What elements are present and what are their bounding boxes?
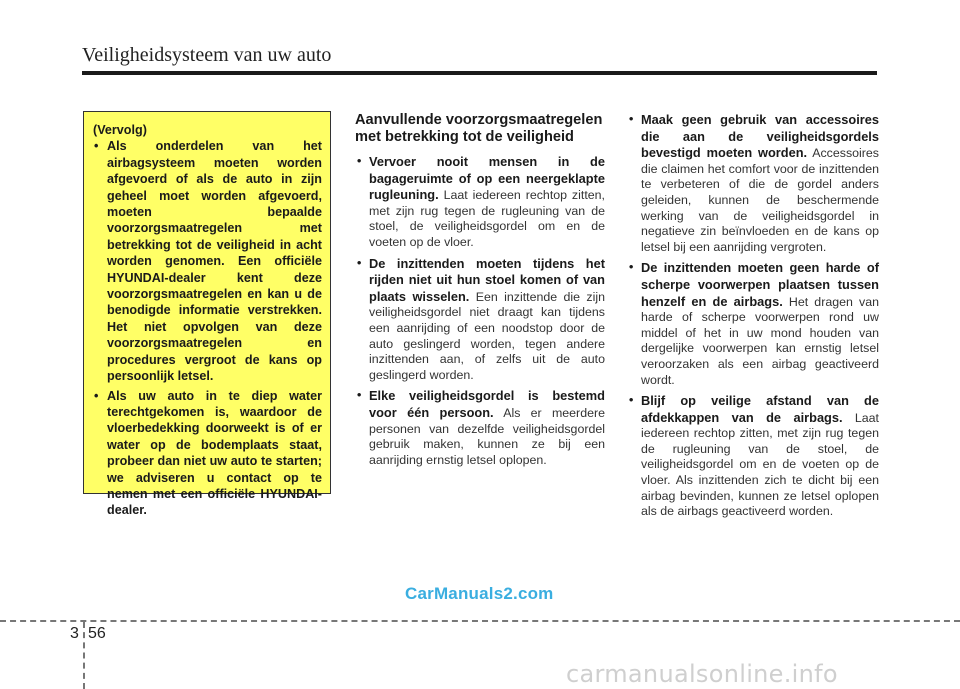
item-bold: Vervoer nooit mensen in de bagageruimte of op een neergeklapte rugleuning. [369,154,605,203]
footer-site-watermark: carmanualsonline.info [566,660,838,688]
list-item [355,154,605,251]
list-item [627,260,879,388]
item-text: Het dragen van harde of scherpe voorwerpen rond uw middel of het in uw mond houden van dergelijke voorwerpen kan ernstig letsel veroorzaken als een airbag geactiveerd wordt. [641,294,879,387]
right-column [627,112,879,525]
item-bold: Blijf op veilige afstand van de afdekkappen van de airbags. [641,393,879,425]
section-title: Aanvullende voorzorgsmaatregelen met betrekking tot de veiligheid [355,112,603,145]
precaution-list-continued [627,112,879,520]
item-text: Laat iedereen rechtop zitten, met zijn rug tegen de rugleuning van de stoel, de veiligheidsgordel om en de voeten op de vloer. [369,188,605,249]
warning-box-heading: (Vervolg) [93,123,147,137]
item-bold: Maak geen gebruik van accessoires die aan de veiligheidsgordels bevestigd moeten worden. [641,112,879,161]
item-bold: Elke veiligheidsgordel is bestemd voor één persoon. [369,388,605,420]
item-text: Een inzittende die zijn veiligheidsgordel niet draagt kan tijdens een aanrijding of een noodstop door de auto geslingerd worden, tegen andere inzittenden aan, of zelfs uit de auto geslingerd worden. [369,289,605,382]
middle-column [355,112,605,473]
item-bold: De inzittenden moeten tijdens het rijden niet uit hun stoel komen of van plaats wisselen. [369,255,605,304]
header-rule [82,71,877,75]
chapter-number: 3 [70,625,79,642]
warning-item: • Als onderdelen van het airbagsysteem moeten worden afgevoerd of als de auto in zijn geheel moet worden afgevoerd, moeten bepaalde voorzorgsmaatregelen met betrekking tot de veiligheid in acht worden genomen. Een officiële HYUNDAI-dealer kent deze voorzorgsmaatregelen en kan u de benodigde informatie verstrekken. Het niet opvolgen van deze voorzorgsmaatregelen en procedures vergroot de kans op persoonlijk letsel. [92,138,322,384]
list-item [627,112,879,255]
list-item [355,388,605,468]
warning-list [92,138,322,518]
warning-box [83,111,331,518]
item-text: Laat iedereen rechtop zitten, met zijn rug tegen de rugleuning van de stoel, de veiligheidsgordel om en de voeten op de vloer. Als inzittenden zich te dicht bij een airbag bevinden, kunnen ze letsel oplopen als de airbags geactiveerd worden. [641,410,879,519]
list-item [627,393,879,520]
warning-item: • Als uw auto in te diep water terechtgekomen is, waardoor de vloerbedekking doorweekt is of er water op de bodemplaats staat, probeer dan niet uw auto te starten; we adviseren u contact op te nemen met een officiële HYUNDAI-dealer. [92,388,322,519]
footer-divider [0,620,960,622]
precaution-list [355,154,605,468]
item-text: Als er meerdere personen van dezelfde veiligheidsgordel gebruik maken, kunnen ze bij een aanrijding ernstig letsel oplopen. [369,405,605,467]
page-header-title: Veiligheidsysteem van uw auto [82,44,332,66]
footer-vertical-divider [83,622,85,689]
item-bold: De inzittenden moeten geen harde of scherpe voorwerpen plaatsen tussen henzelf en de airbags. [641,260,879,309]
watermark-link[interactable]: CarManuals2.com [405,584,554,603]
list-item [355,256,605,384]
item-text: Accessoires die claimen het comfort voor de inzittenden te verbeteren of die de gordel anders geleiden, kunnen de beschermende werking van de veiligheidsgordel in negatieve zin beïnvloeden en de kans op letsel bij een aanrijding vergroten. [641,146,879,254]
page-number: 56 [88,625,106,642]
